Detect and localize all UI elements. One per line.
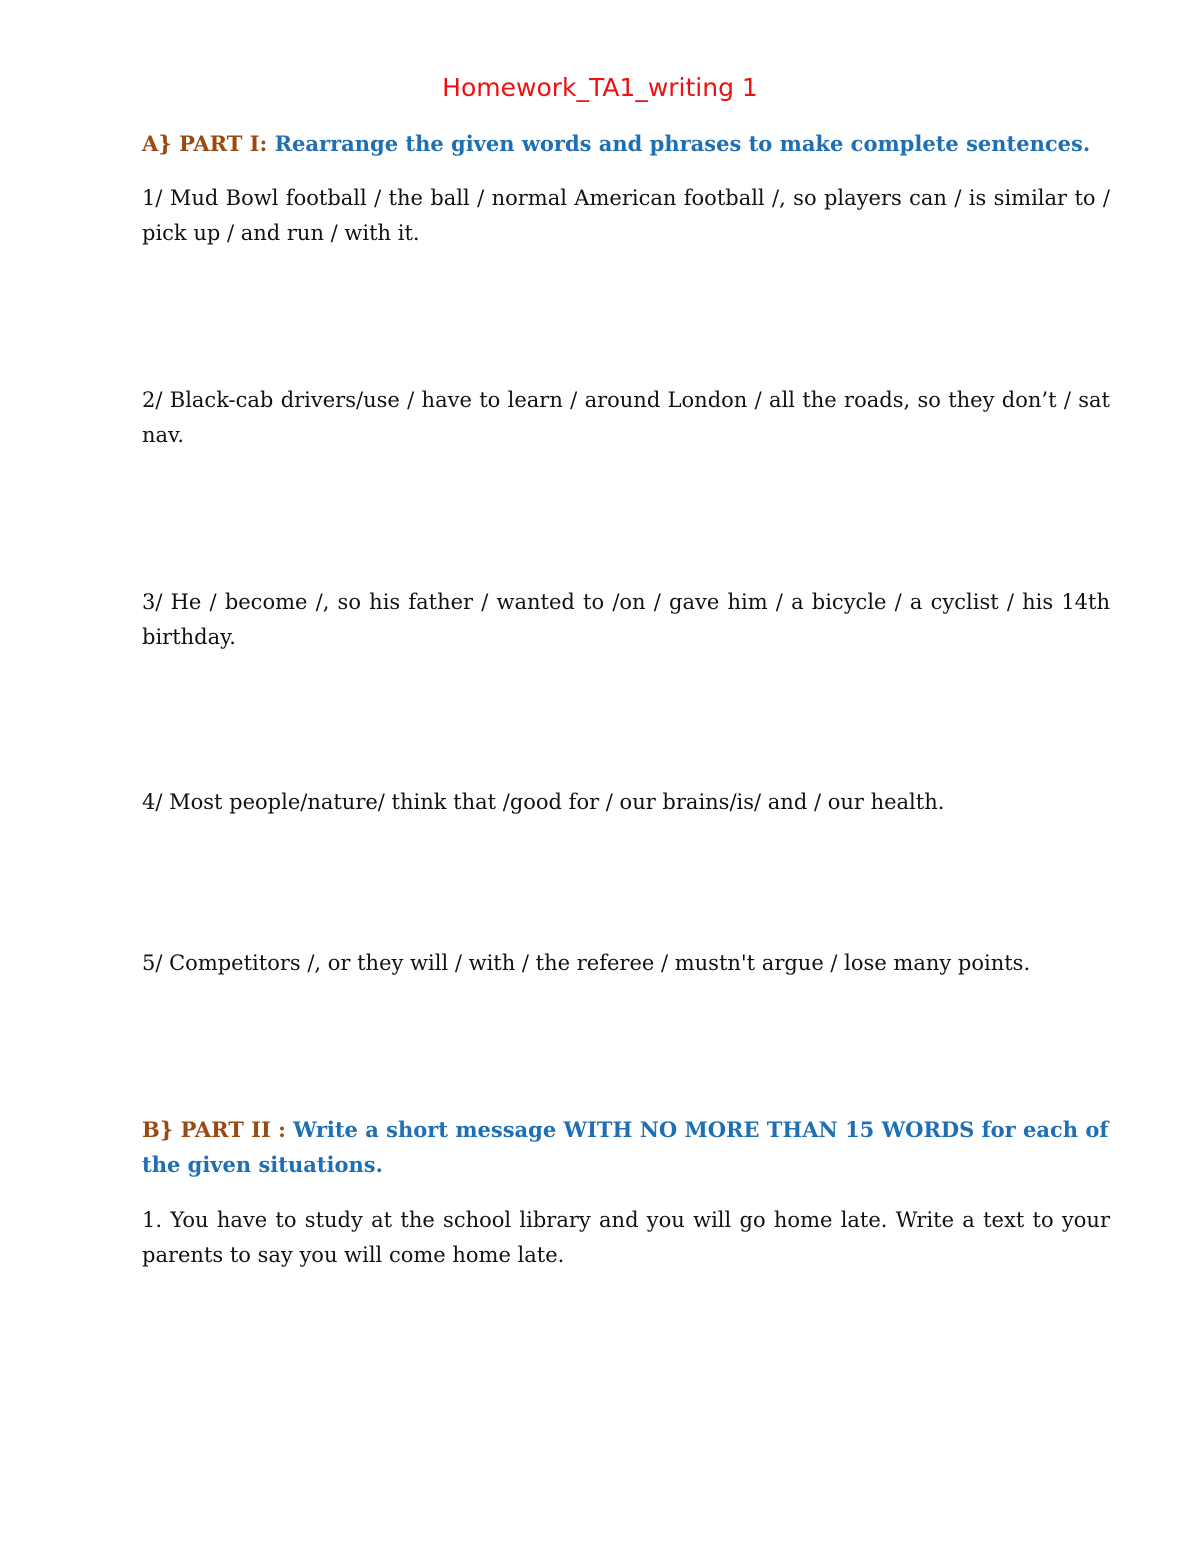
part2-situation-1: 1. You have to study at the school library and you will go home late. Write a text to your parents to say you will come home late. <box>142 1208 1110 1267</box>
part1-question-4: 4/ Most people/nature/ think that /good for / our brains/is/ and / our health. <box>142 790 945 814</box>
part1-question-2: 2/ Black-cab drivers/use / have to learn / around London / all the roads, so they don’t / sat nav. <box>142 388 1110 447</box>
part2-separator: : <box>270 1117 294 1142</box>
part2-heading <box>142 1112 1110 1182</box>
part1-label: A} PART I <box>142 131 260 156</box>
part1-heading <box>142 126 1110 161</box>
part1-question-1: 1/ Mud Bowl football / the ball / normal American football /, so players can / is similar to / pick up / and run / with it. <box>142 186 1110 245</box>
part2-instruction: Write a short message WITH NO MORE THAN 15 WORDS for each of the given situations. <box>142 1117 1109 1177</box>
part1-question-5: 5/ Competitors /, or they will / with / the referee / mustn't argue / lose many points. <box>142 951 1031 975</box>
part2-label: B} PART II <box>142 1117 271 1142</box>
part1-instruction: Rearrange the given words and phrases to make complete sentences. <box>274 131 1091 156</box>
part1-question-3: 3/ He / become /, so his father / wanted to /on / gave him / a bicycle / a cyclist / his 14th birthday. <box>142 590 1110 649</box>
document-title: Homework_TA1_writing 1 <box>442 73 758 102</box>
part1-separator: : <box>259 131 275 156</box>
